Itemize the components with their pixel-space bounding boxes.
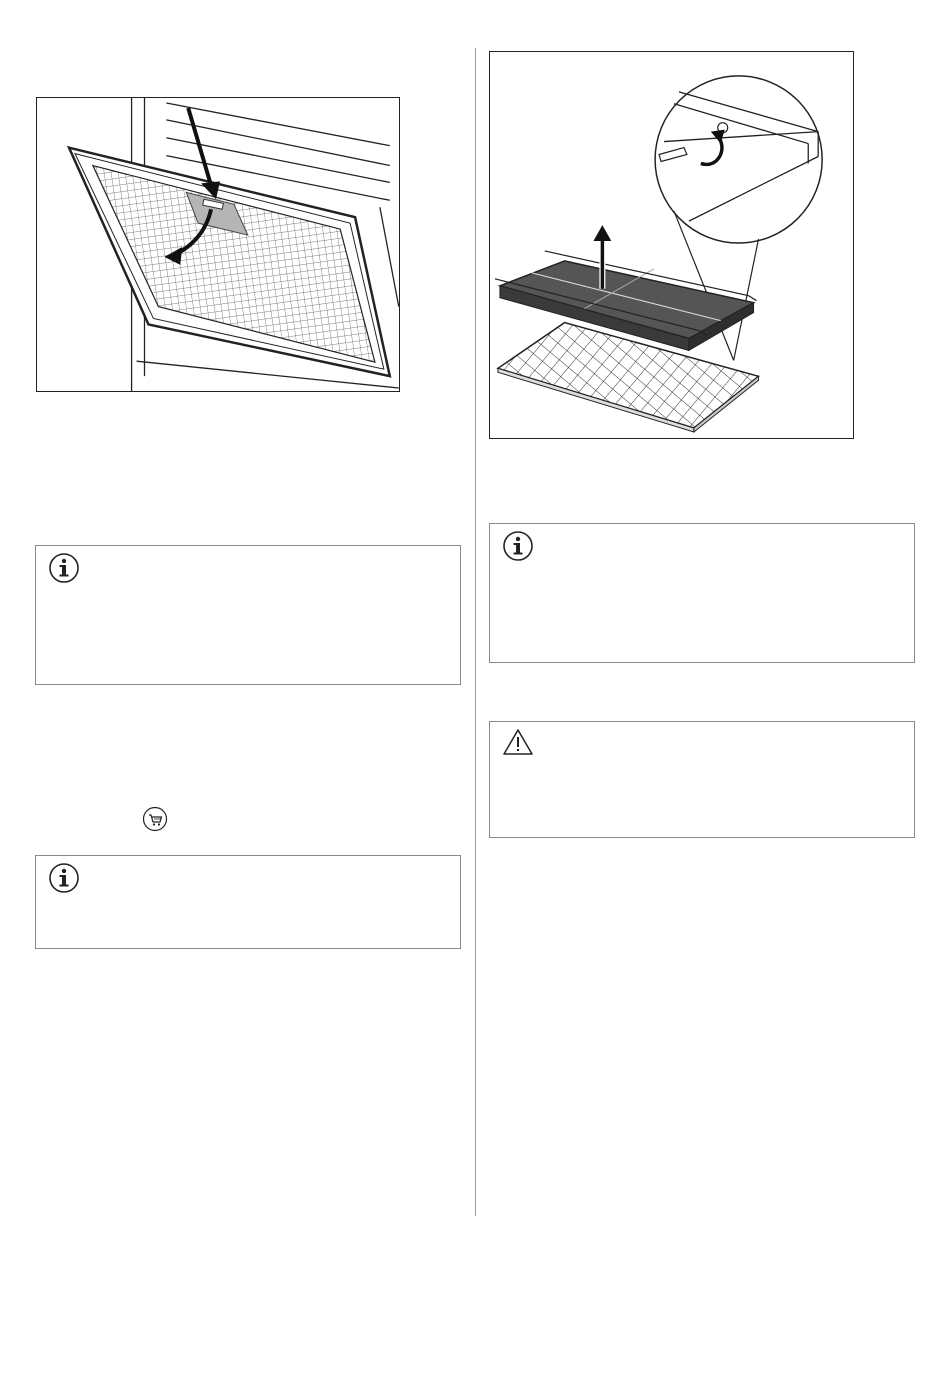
info-note-1 xyxy=(35,545,461,685)
info-icon xyxy=(502,530,534,562)
warning-note-1 xyxy=(489,721,915,838)
grease-filter-illustration xyxy=(37,98,399,391)
info-note-2 xyxy=(35,855,461,949)
charcoal-filter-figure xyxy=(489,51,854,439)
info-note-3 xyxy=(489,523,915,663)
info-icon xyxy=(48,862,80,894)
grease-filter-figure xyxy=(36,97,400,392)
info-icon xyxy=(48,552,80,584)
column-divider xyxy=(475,48,476,1216)
shop-cart-icon xyxy=(142,806,168,832)
charcoal-filter-illustration xyxy=(490,52,853,438)
warning-triangle-icon xyxy=(502,726,534,758)
